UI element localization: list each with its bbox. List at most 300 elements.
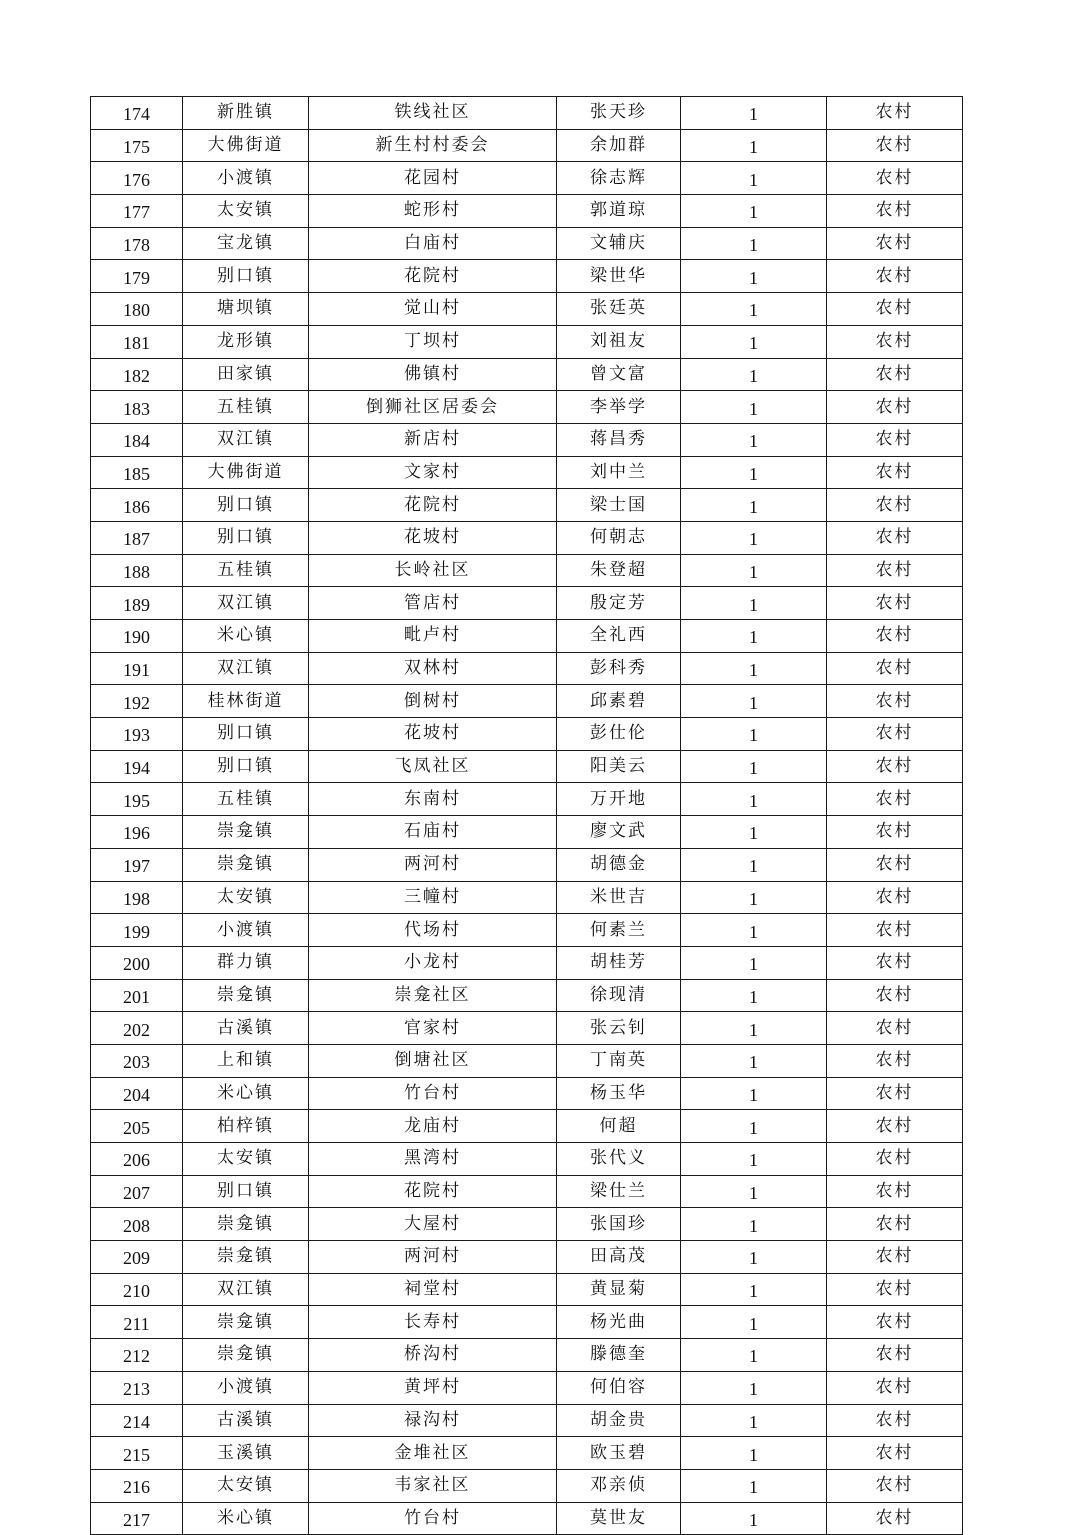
person-name-cell: 梁仕兰 — [557, 1175, 681, 1208]
person-name-cell: 邓亲侦 — [557, 1469, 681, 1502]
category-cell: 农村 — [827, 97, 963, 130]
town-cell: 上和镇 — [183, 1044, 309, 1077]
table-row — [91, 260, 963, 293]
category-cell: 农村 — [827, 1143, 963, 1176]
person-name-cell: 何素兰 — [557, 914, 681, 947]
category-cell: 农村 — [827, 783, 963, 816]
serial-number-cell: 217 — [91, 1502, 183, 1535]
person-name-cell: 张天珍 — [557, 97, 681, 130]
category-cell: 农村 — [827, 227, 963, 260]
category-cell: 农村 — [827, 195, 963, 228]
serial-number-cell: 185 — [91, 456, 183, 489]
serial-number-cell: 204 — [91, 1077, 183, 1110]
table-row — [91, 587, 963, 620]
count-cell: 1 — [681, 946, 827, 979]
serial-number-cell: 211 — [91, 1306, 183, 1339]
person-name-cell: 米世吉 — [557, 881, 681, 914]
town-cell: 小渡镇 — [183, 1371, 309, 1404]
person-name-cell: 何朝志 — [557, 521, 681, 554]
table-row — [91, 195, 963, 228]
village-cell: 禄沟村 — [309, 1404, 557, 1437]
village-cell: 两河村 — [309, 1241, 557, 1274]
village-cell: 黑湾村 — [309, 1143, 557, 1176]
person-name-cell: 梁世华 — [557, 260, 681, 293]
record-table — [90, 96, 963, 1535]
table-row — [91, 1241, 963, 1274]
count-cell: 1 — [681, 1077, 827, 1110]
person-name-cell: 杨玉华 — [557, 1077, 681, 1110]
category-cell: 农村 — [827, 1306, 963, 1339]
category-cell: 农村 — [827, 391, 963, 424]
person-name-cell: 张云钊 — [557, 1012, 681, 1045]
table-row — [91, 97, 963, 130]
person-name-cell: 张国珍 — [557, 1208, 681, 1241]
person-name-cell: 胡金贵 — [557, 1404, 681, 1437]
person-name-cell: 徐志辉 — [557, 162, 681, 195]
village-cell: 祠堂村 — [309, 1273, 557, 1306]
town-cell: 崇龛镇 — [183, 848, 309, 881]
person-name-cell: 刘中兰 — [557, 456, 681, 489]
count-cell: 1 — [681, 587, 827, 620]
person-name-cell: 朱登超 — [557, 554, 681, 587]
village-cell: 长岭社区 — [309, 554, 557, 587]
table-row — [91, 358, 963, 391]
category-cell: 农村 — [827, 489, 963, 522]
count-cell: 1 — [681, 325, 827, 358]
table-row — [91, 227, 963, 260]
count-cell: 1 — [681, 718, 827, 751]
count-cell: 1 — [681, 1469, 827, 1502]
town-cell: 新胜镇 — [183, 97, 309, 130]
count-cell: 1 — [681, 914, 827, 947]
person-name-cell: 殷定芳 — [557, 587, 681, 620]
table-row — [91, 489, 963, 522]
village-cell: 觉山村 — [309, 293, 557, 326]
serial-number-cell: 216 — [91, 1469, 183, 1502]
count-cell: 1 — [681, 1241, 827, 1274]
person-name-cell: 何超 — [557, 1110, 681, 1143]
serial-number-cell: 180 — [91, 293, 183, 326]
serial-number-cell: 205 — [91, 1110, 183, 1143]
count-cell: 1 — [681, 620, 827, 653]
count-cell: 1 — [681, 848, 827, 881]
serial-number-cell: 215 — [91, 1437, 183, 1470]
category-cell: 农村 — [827, 914, 963, 947]
town-cell: 太安镇 — [183, 195, 309, 228]
count-cell: 1 — [681, 1437, 827, 1470]
table-row — [91, 325, 963, 358]
town-cell: 别口镇 — [183, 1175, 309, 1208]
person-name-cell: 彭科秀 — [557, 652, 681, 685]
category-cell: 农村 — [827, 1273, 963, 1306]
count-cell: 1 — [681, 1208, 827, 1241]
serial-number-cell: 175 — [91, 129, 183, 162]
serial-number-cell: 177 — [91, 195, 183, 228]
person-name-cell: 徐现清 — [557, 979, 681, 1012]
serial-number-cell: 188 — [91, 554, 183, 587]
category-cell: 农村 — [827, 1044, 963, 1077]
table-row — [91, 1175, 963, 1208]
town-cell: 桂林街道 — [183, 685, 309, 718]
person-name-cell: 丁南英 — [557, 1044, 681, 1077]
table-row — [91, 554, 963, 587]
serial-number-cell: 179 — [91, 260, 183, 293]
count-cell: 1 — [681, 816, 827, 849]
person-name-cell: 彭仕伦 — [557, 718, 681, 751]
person-name-cell: 全礼西 — [557, 620, 681, 653]
town-cell: 玉溪镇 — [183, 1437, 309, 1470]
town-cell: 宝龙镇 — [183, 227, 309, 260]
category-cell: 农村 — [827, 1241, 963, 1274]
village-cell: 竹台村 — [309, 1502, 557, 1535]
person-name-cell: 滕德奎 — [557, 1339, 681, 1372]
town-cell: 太安镇 — [183, 1143, 309, 1176]
person-name-cell: 杨光曲 — [557, 1306, 681, 1339]
town-cell: 别口镇 — [183, 718, 309, 751]
category-cell: 农村 — [827, 1077, 963, 1110]
count-cell: 1 — [681, 1502, 827, 1535]
category-cell: 农村 — [827, 554, 963, 587]
table-row — [91, 750, 963, 783]
serial-number-cell: 197 — [91, 848, 183, 881]
village-cell: 管店村 — [309, 587, 557, 620]
table-row — [91, 391, 963, 424]
village-cell: 蛇形村 — [309, 195, 557, 228]
table-row — [91, 1273, 963, 1306]
category-cell: 农村 — [827, 881, 963, 914]
town-cell: 崇龛镇 — [183, 1306, 309, 1339]
town-cell: 别口镇 — [183, 521, 309, 554]
serial-number-cell: 195 — [91, 783, 183, 816]
count-cell: 1 — [681, 881, 827, 914]
person-name-cell: 万开地 — [557, 783, 681, 816]
person-name-cell: 欧玉碧 — [557, 1437, 681, 1470]
table-row — [91, 1437, 963, 1470]
village-cell: 黄坪村 — [309, 1371, 557, 1404]
serial-number-cell: 200 — [91, 946, 183, 979]
serial-number-cell: 181 — [91, 325, 183, 358]
village-cell: 金堆社区 — [309, 1437, 557, 1470]
person-name-cell: 胡桂芳 — [557, 946, 681, 979]
table-row — [91, 293, 963, 326]
village-cell: 文家村 — [309, 456, 557, 489]
table-row — [91, 1208, 963, 1241]
table-row — [91, 620, 963, 653]
village-cell: 倒塘社区 — [309, 1044, 557, 1077]
category-cell: 农村 — [827, 979, 963, 1012]
category-cell: 农村 — [827, 1208, 963, 1241]
table-row — [91, 1044, 963, 1077]
count-cell: 1 — [681, 391, 827, 424]
category-cell: 农村 — [827, 750, 963, 783]
table-row — [91, 129, 963, 162]
village-cell: 东南村 — [309, 783, 557, 816]
village-cell: 花院村 — [309, 489, 557, 522]
serial-number-cell: 208 — [91, 1208, 183, 1241]
count-cell: 1 — [681, 979, 827, 1012]
count-cell: 1 — [681, 456, 827, 489]
person-name-cell: 张廷英 — [557, 293, 681, 326]
village-cell: 韦家社区 — [309, 1469, 557, 1502]
village-cell: 小龙村 — [309, 946, 557, 979]
town-cell: 崇龛镇 — [183, 816, 309, 849]
count-cell: 1 — [681, 162, 827, 195]
count-cell: 1 — [681, 1339, 827, 1372]
town-cell: 太安镇 — [183, 881, 309, 914]
count-cell: 1 — [681, 97, 827, 130]
count-cell: 1 — [681, 195, 827, 228]
village-cell: 花园村 — [309, 162, 557, 195]
village-cell: 丁坝村 — [309, 325, 557, 358]
category-cell: 农村 — [827, 718, 963, 751]
serial-number-cell: 191 — [91, 652, 183, 685]
serial-number-cell: 213 — [91, 1371, 183, 1404]
town-cell: 塘坝镇 — [183, 293, 309, 326]
person-name-cell: 张代义 — [557, 1143, 681, 1176]
category-cell: 农村 — [827, 1502, 963, 1535]
town-cell: 双江镇 — [183, 1273, 309, 1306]
count-cell: 1 — [681, 260, 827, 293]
village-cell: 石庙村 — [309, 816, 557, 849]
town-cell: 五桂镇 — [183, 391, 309, 424]
village-cell: 铁线社区 — [309, 97, 557, 130]
serial-number-cell: 192 — [91, 685, 183, 718]
town-cell: 群力镇 — [183, 946, 309, 979]
village-cell: 竹台村 — [309, 1077, 557, 1110]
count-cell: 1 — [681, 652, 827, 685]
village-cell: 新店村 — [309, 423, 557, 456]
table-row — [91, 1306, 963, 1339]
category-cell: 农村 — [827, 620, 963, 653]
serial-number-cell: 202 — [91, 1012, 183, 1045]
person-name-cell: 刘祖友 — [557, 325, 681, 358]
person-name-cell: 梁士国 — [557, 489, 681, 522]
town-cell: 小渡镇 — [183, 162, 309, 195]
serial-number-cell: 207 — [91, 1175, 183, 1208]
category-cell: 农村 — [827, 1339, 963, 1372]
table-row — [91, 423, 963, 456]
table-row — [91, 1469, 963, 1502]
category-cell: 农村 — [827, 358, 963, 391]
village-cell: 新生村村委会 — [309, 129, 557, 162]
serial-number-cell: 203 — [91, 1044, 183, 1077]
count-cell: 1 — [681, 554, 827, 587]
village-cell: 飞凤社区 — [309, 750, 557, 783]
count-cell: 1 — [681, 1012, 827, 1045]
town-cell: 五桂镇 — [183, 554, 309, 587]
serial-number-cell: 196 — [91, 816, 183, 849]
serial-number-cell: 186 — [91, 489, 183, 522]
table-row — [91, 881, 963, 914]
count-cell: 1 — [681, 750, 827, 783]
town-cell: 龙形镇 — [183, 325, 309, 358]
town-cell: 太安镇 — [183, 1469, 309, 1502]
count-cell: 1 — [681, 1175, 827, 1208]
person-name-cell: 曾文富 — [557, 358, 681, 391]
count-cell: 1 — [681, 1044, 827, 1077]
count-cell: 1 — [681, 521, 827, 554]
count-cell: 1 — [681, 227, 827, 260]
serial-number-cell: 198 — [91, 881, 183, 914]
table-row — [91, 848, 963, 881]
category-cell: 农村 — [827, 293, 963, 326]
count-cell: 1 — [681, 1110, 827, 1143]
person-name-cell: 文辅庆 — [557, 227, 681, 260]
person-name-cell: 田高茂 — [557, 1241, 681, 1274]
town-cell: 双江镇 — [183, 652, 309, 685]
serial-number-cell: 206 — [91, 1143, 183, 1176]
table-row — [91, 1339, 963, 1372]
town-cell: 崇龛镇 — [183, 1241, 309, 1274]
table-row — [91, 783, 963, 816]
category-cell: 农村 — [827, 816, 963, 849]
count-cell: 1 — [681, 783, 827, 816]
category-cell: 农村 — [827, 423, 963, 456]
category-cell: 农村 — [827, 1110, 963, 1143]
town-cell: 米心镇 — [183, 1077, 309, 1110]
village-cell: 花坡村 — [309, 521, 557, 554]
village-cell: 花院村 — [309, 260, 557, 293]
count-cell: 1 — [681, 293, 827, 326]
town-cell: 米心镇 — [183, 620, 309, 653]
count-cell: 1 — [681, 358, 827, 391]
town-cell: 崇龛镇 — [183, 979, 309, 1012]
town-cell: 大佛街道 — [183, 129, 309, 162]
count-cell: 1 — [681, 1404, 827, 1437]
category-cell: 农村 — [827, 1371, 963, 1404]
table-row — [91, 1110, 963, 1143]
category-cell: 农村 — [827, 1012, 963, 1045]
village-cell: 崇龛社区 — [309, 979, 557, 1012]
village-cell: 两河村 — [309, 848, 557, 881]
village-cell: 官家村 — [309, 1012, 557, 1045]
table-row — [91, 1077, 963, 1110]
village-cell: 大屋村 — [309, 1208, 557, 1241]
village-cell: 三幢村 — [309, 881, 557, 914]
person-name-cell: 李举学 — [557, 391, 681, 424]
serial-number-cell: 201 — [91, 979, 183, 1012]
category-cell: 农村 — [827, 1437, 963, 1470]
category-cell: 农村 — [827, 162, 963, 195]
town-cell: 小渡镇 — [183, 914, 309, 947]
table-row — [91, 979, 963, 1012]
town-cell: 别口镇 — [183, 260, 309, 293]
town-cell: 古溪镇 — [183, 1404, 309, 1437]
village-cell: 倒树村 — [309, 685, 557, 718]
table-row — [91, 946, 963, 979]
table-row — [91, 521, 963, 554]
count-cell: 1 — [681, 1273, 827, 1306]
serial-number-cell: 184 — [91, 423, 183, 456]
count-cell: 1 — [681, 489, 827, 522]
village-cell: 倒狮社区居委会 — [309, 391, 557, 424]
count-cell: 1 — [681, 423, 827, 456]
serial-number-cell: 174 — [91, 97, 183, 130]
category-cell: 农村 — [827, 1469, 963, 1502]
table-row — [91, 456, 963, 489]
table-row — [91, 1371, 963, 1404]
table-row — [91, 718, 963, 751]
person-name-cell: 余加群 — [557, 129, 681, 162]
town-cell: 古溪镇 — [183, 1012, 309, 1045]
village-cell: 白庙村 — [309, 227, 557, 260]
count-cell: 1 — [681, 685, 827, 718]
serial-number-cell: 194 — [91, 750, 183, 783]
village-cell: 长寿村 — [309, 1306, 557, 1339]
category-cell: 农村 — [827, 1175, 963, 1208]
person-name-cell: 阳美云 — [557, 750, 681, 783]
category-cell: 农村 — [827, 587, 963, 620]
town-cell: 双江镇 — [183, 423, 309, 456]
town-cell: 五桂镇 — [183, 783, 309, 816]
serial-number-cell: 178 — [91, 227, 183, 260]
table-row — [91, 1143, 963, 1176]
village-cell: 代场村 — [309, 914, 557, 947]
table-row — [91, 685, 963, 718]
serial-number-cell: 214 — [91, 1404, 183, 1437]
person-name-cell: 廖文武 — [557, 816, 681, 849]
village-cell: 桥沟村 — [309, 1339, 557, 1372]
category-cell: 农村 — [827, 260, 963, 293]
town-cell: 双江镇 — [183, 587, 309, 620]
serial-number-cell: 212 — [91, 1339, 183, 1372]
table-row — [91, 1012, 963, 1045]
village-cell: 双林村 — [309, 652, 557, 685]
person-name-cell: 何伯容 — [557, 1371, 681, 1404]
category-cell: 农村 — [827, 521, 963, 554]
village-cell: 毗卢村 — [309, 620, 557, 653]
table-row — [91, 914, 963, 947]
table-row — [91, 652, 963, 685]
person-name-cell: 黄显菊 — [557, 1273, 681, 1306]
table-row — [91, 1404, 963, 1437]
count-cell: 1 — [681, 1371, 827, 1404]
serial-number-cell: 182 — [91, 358, 183, 391]
town-cell: 田家镇 — [183, 358, 309, 391]
serial-number-cell: 190 — [91, 620, 183, 653]
person-name-cell: 邱素碧 — [557, 685, 681, 718]
person-name-cell: 胡德金 — [557, 848, 681, 881]
town-cell: 柏梓镇 — [183, 1110, 309, 1143]
serial-number-cell: 189 — [91, 587, 183, 620]
town-cell: 崇龛镇 — [183, 1208, 309, 1241]
serial-number-cell: 176 — [91, 162, 183, 195]
count-cell: 1 — [681, 1306, 827, 1339]
category-cell: 农村 — [827, 848, 963, 881]
person-name-cell: 郭道琼 — [557, 195, 681, 228]
table-row — [91, 1502, 963, 1535]
town-cell: 大佛街道 — [183, 456, 309, 489]
town-cell: 米心镇 — [183, 1502, 309, 1535]
town-cell: 别口镇 — [183, 489, 309, 522]
category-cell: 农村 — [827, 325, 963, 358]
count-cell: 1 — [681, 1143, 827, 1176]
serial-number-cell: 210 — [91, 1273, 183, 1306]
category-cell: 农村 — [827, 129, 963, 162]
table-row — [91, 816, 963, 849]
serial-number-cell: 183 — [91, 391, 183, 424]
town-cell: 别口镇 — [183, 750, 309, 783]
town-cell: 崇龛镇 — [183, 1339, 309, 1372]
village-cell: 龙庙村 — [309, 1110, 557, 1143]
record-table-body — [91, 97, 963, 1535]
person-name-cell: 莫世友 — [557, 1502, 681, 1535]
serial-number-cell: 199 — [91, 914, 183, 947]
serial-number-cell: 209 — [91, 1241, 183, 1274]
serial-number-cell: 187 — [91, 521, 183, 554]
village-cell: 佛镇村 — [309, 358, 557, 391]
village-cell: 花坡村 — [309, 718, 557, 751]
